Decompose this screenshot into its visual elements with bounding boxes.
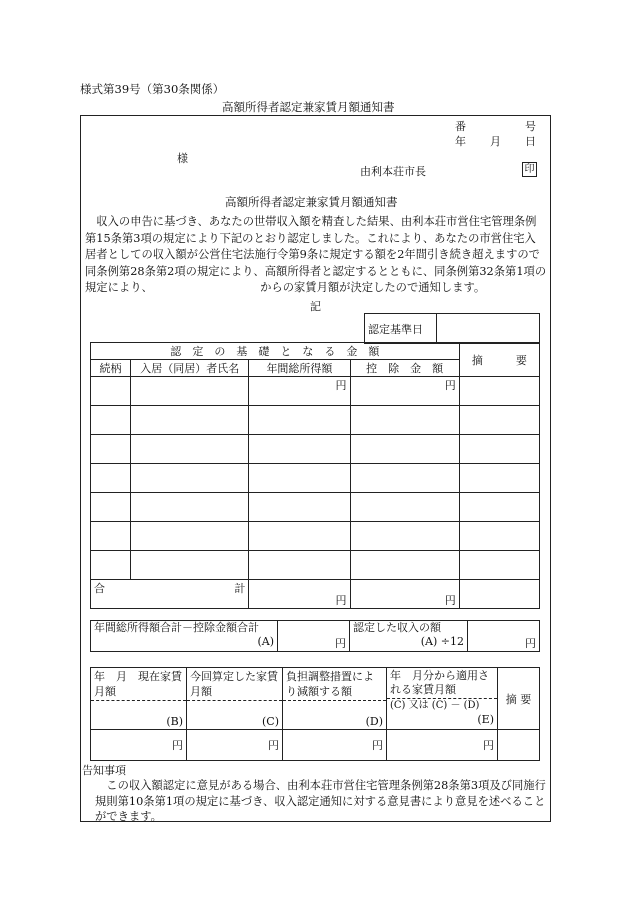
table-row (91, 435, 540, 464)
relationship-cell[interactable] (91, 377, 131, 406)
table-row (91, 406, 540, 435)
name-cell[interactable] (131, 493, 249, 522)
total-deduction-cell[interactable]: 円 (350, 580, 459, 609)
col-annual-income: 年間総所得額 (249, 360, 350, 377)
income-cell[interactable]: 円 (249, 377, 350, 406)
rent-remarks-value[interactable] (498, 730, 540, 761)
deduction-cell[interactable] (350, 435, 459, 464)
recipient-sama: 様 (177, 152, 188, 165)
document-title: 高額所得者認定兼家賃月額通知書 (222, 100, 395, 114)
name-cell[interactable] (131, 406, 249, 435)
standard-date-label: 認定基準日 (365, 314, 437, 344)
notice-paragraph: この収入額認定に意見がある場合、由利本荘市営住宅管理条例第28条第3項及び同施行規則第10条第1項の規定に基づき、収入認定通知に対する意見書により意見を述べることができます。 (95, 779, 546, 823)
ki-label: 記 (310, 300, 321, 313)
total-label: 合 計 (91, 580, 249, 609)
income-cell[interactable] (249, 522, 350, 551)
rent-remarks-header: 摘 要 (498, 668, 540, 730)
total-income-cell[interactable]: 円 (249, 580, 350, 609)
deduction-cell[interactable] (350, 493, 459, 522)
relationship-cell[interactable] (91, 522, 131, 551)
reduction-header: 負担調整措置により減額する額 (D) (283, 668, 387, 730)
col-name: 入居（同居）者氏名 (131, 360, 249, 377)
deduction-cell[interactable]: 円 (350, 377, 459, 406)
deduction-cell[interactable] (350, 406, 459, 435)
applied-rent-value[interactable]: 円 (387, 730, 498, 761)
income-summary-table (90, 620, 540, 652)
notice-heading: 告知事項 (82, 764, 126, 777)
col-relationship: 続柄 (91, 360, 131, 377)
body-paragraph: 収入の申告に基づき、あなたの世帯収入額を精査した結果、由利本荘市営住宅管理条例第15条第3項の規定により下記のとおり認定しました。これにより、あなたの市営住宅入居者としての収入額が公営住宅法施行令第9条に規定する額を2年間引き続き超えますので同条例第28条第2項の規定により、高額所得者と認定するとともに、同条例第32条第1項の規定により、 からの家賃月額が決定したので通知します。 (85, 215, 547, 294)
inner-title: 高額所得者認定兼家賃月額通知書 (225, 195, 398, 209)
name-cell[interactable] (131, 377, 249, 406)
relationship-cell[interactable] (91, 435, 131, 464)
rent-table (90, 667, 540, 761)
number-label: 番 (455, 120, 466, 133)
name-cell[interactable] (131, 551, 249, 580)
income-cell[interactable] (249, 551, 350, 580)
remarks-cell[interactable] (459, 377, 539, 406)
year-label: 年 (455, 135, 466, 148)
deduction-cell[interactable] (350, 464, 459, 493)
go-label: 号 (525, 120, 536, 133)
new-rent-header: 今回算定した家賃月額 (C) (187, 668, 283, 730)
total-remarks-cell[interactable] (459, 580, 539, 609)
remarks-cell[interactable] (459, 522, 539, 551)
relationship-cell[interactable] (91, 551, 131, 580)
table-row (91, 522, 540, 551)
table-row (91, 493, 540, 522)
name-cell[interactable] (131, 464, 249, 493)
income-cell[interactable] (249, 406, 350, 435)
group-header: 認 定 の 基 礎 と な る 金 額 (91, 343, 460, 360)
applied-rent-header: 年 月分から適用される家賃月額 (C) 又は (C) － (D) (E) (387, 668, 498, 730)
day-label: 日 (525, 135, 536, 148)
relationship-cell[interactable] (91, 493, 131, 522)
seal-mark: 印 (522, 162, 537, 177)
remarks-header: 摘 要 (459, 343, 539, 377)
total-minus-deduction-label: 年間総所得額合計－控除金額合計 (A) (91, 621, 278, 652)
col-deduction: 控 除 金 額 (350, 360, 459, 377)
remarks-cell[interactable] (459, 551, 539, 580)
recognized-income-label: 認定した収入の額 (A) ÷12 (350, 621, 468, 652)
standard-date-table (364, 313, 540, 344)
table-row (91, 377, 540, 406)
deduction-cell[interactable] (350, 522, 459, 551)
form-number: 様式第39号（第30条関係） (80, 82, 225, 96)
deduction-cell[interactable] (350, 551, 459, 580)
reduction-value[interactable]: 円 (283, 730, 387, 761)
relationship-cell[interactable] (91, 464, 131, 493)
name-cell[interactable] (131, 522, 249, 551)
remarks-cell[interactable] (459, 464, 539, 493)
remarks-cell[interactable] (459, 406, 539, 435)
mayor-name: 由利本荘市長 (360, 165, 426, 178)
name-cell[interactable] (131, 435, 249, 464)
month-label: 月 (490, 135, 501, 148)
income-cell[interactable] (249, 435, 350, 464)
total-row (91, 580, 540, 609)
current-rent-value[interactable]: 円 (91, 730, 187, 761)
standard-date-field[interactable] (437, 314, 540, 344)
income-basis-table (90, 342, 540, 609)
table-row (91, 551, 540, 580)
remarks-cell[interactable] (459, 435, 539, 464)
recognized-income-value[interactable]: 円 (468, 621, 540, 652)
current-rent-header: 年 月 現在家賃月額 (B) (91, 668, 187, 730)
total-minus-deduction-value[interactable]: 円 (278, 621, 350, 652)
table-row (91, 464, 540, 493)
remarks-cell[interactable] (459, 493, 539, 522)
income-cell[interactable] (249, 464, 350, 493)
relationship-cell[interactable] (91, 406, 131, 435)
new-rent-value[interactable]: 円 (187, 730, 283, 761)
income-cell[interactable] (249, 493, 350, 522)
